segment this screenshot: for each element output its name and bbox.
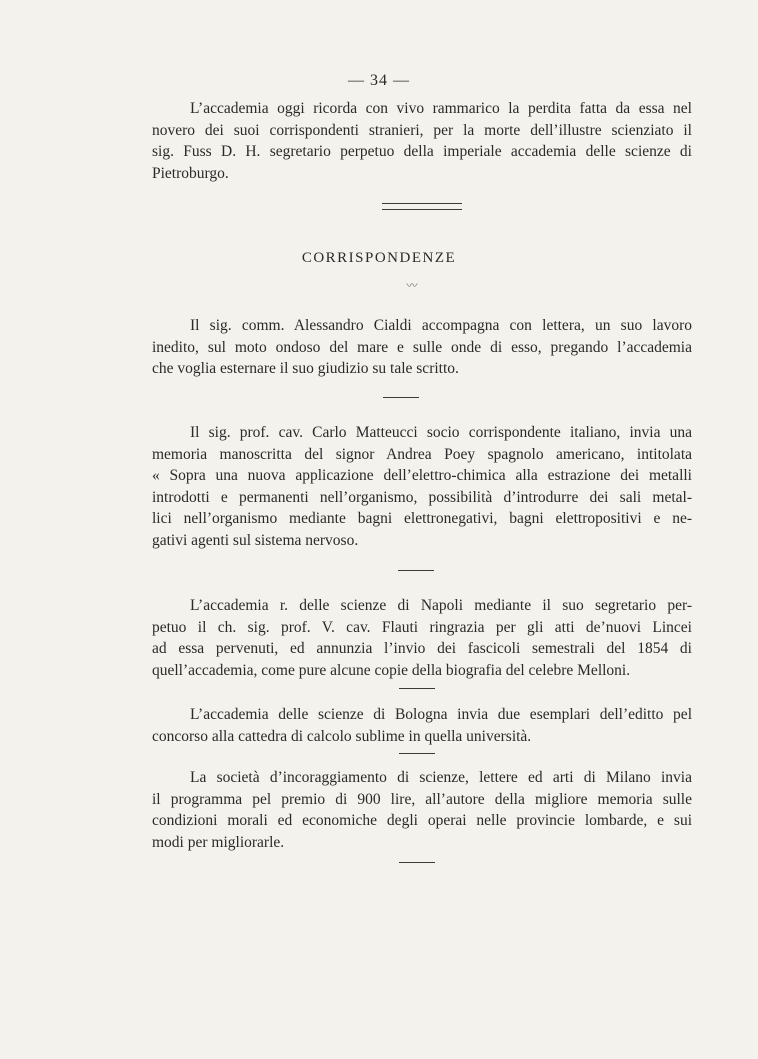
text-line: che voglia esternare il suo giudizio su tale scritto.: [152, 360, 459, 377]
correspondence-entry: [152, 422, 692, 551]
text-line: lici nell’organismo mediante bagni elettronegativi, bagni elettropositivi e ne-: [152, 510, 692, 527]
entry-divider: [399, 688, 435, 689]
entry-divider: [383, 397, 419, 398]
text-line: modi per migliorarle.: [152, 833, 285, 851]
text-line: gativi agenti sul sistema nervoso.: [152, 531, 359, 549]
double-rule-divider: [382, 203, 462, 210]
text-line: L’accademia r. delle scienze di Napoli mediante il suo segretario per-: [190, 597, 692, 614]
text-line: introdotti e permanenti nell’organismo, possibilità d’introdurre dei sali metal-: [152, 488, 692, 506]
entry-divider: [398, 570, 434, 571]
text-line: il programma pel premio di 900 lire, all’autore della migliore memoria sulle: [152, 790, 692, 808]
text-line: novero dei suoi corrispondenti stranieri, per la morte dell’illustre scienziato il: [152, 121, 692, 139]
text-line: L’accademia delle scienze di Bologna invia due esemplari dell’editto pel: [190, 706, 692, 723]
entry-divider: [399, 753, 435, 754]
text-line: Pietroburgo.: [152, 164, 229, 182]
text-line: L’accademia oggi ricorda con vivo rammarico la perdita fatta da essa nel: [190, 100, 692, 117]
entry-divider: [399, 862, 435, 863]
text-line: Il sig. prof. cav. Carlo Matteucci socio corrispondente italiano, invia una: [190, 424, 692, 441]
text-line: « Sopra una nuova applicazione dell’elettro-chimica alla estrazione dei metalli: [152, 467, 692, 484]
correspondence-entry: [152, 767, 692, 853]
correspondence-entry: [152, 595, 692, 681]
text-line: concorso alla cattedra di calcolo sublime in quella università.: [152, 727, 532, 745]
text-line: inedito, sul moto ondoso del mare e sulle onde di esso, pregando l’accademia: [152, 338, 692, 356]
text-line: quell’accademia, come pure alcune copie della biografia del celebre Melloni.: [152, 661, 631, 679]
wave-ornament: 〰: [406, 280, 418, 292]
text-line: sig. Fuss D. H. segretario perpetuo della imperiale accademia delle scienze di: [152, 143, 692, 160]
text-line: La società d’incoraggiamento di scienze, lettere ed arti di Milano invia: [190, 769, 692, 786]
correspondence-entry: [152, 315, 692, 380]
intro-paragraph: [152, 98, 692, 184]
page-number: — 34 —: [348, 72, 410, 89]
section-heading: CORRISPONDENZE: [301, 250, 457, 266]
correspondence-entry: [152, 704, 692, 747]
text-line: memoria manoscritta del signor Andrea Poey spagnolo americano, intitolata: [152, 445, 692, 463]
text-line: Il sig. comm. Alessandro Cialdi accompagna con lettera, un suo lavoro: [190, 317, 692, 334]
text-line: petuo il ch. sig. prof. V. cav. Flauti ringrazia per gli atti de’nuovi Lincei: [152, 618, 692, 636]
text-line: ad essa pervenuti, ed annunzia l’invio dei fascicoli semestrali del 1854 di: [152, 640, 692, 657]
text-line: condizioni morali ed economiche degli operai nelle provincie lombarde, e sui: [152, 812, 692, 829]
